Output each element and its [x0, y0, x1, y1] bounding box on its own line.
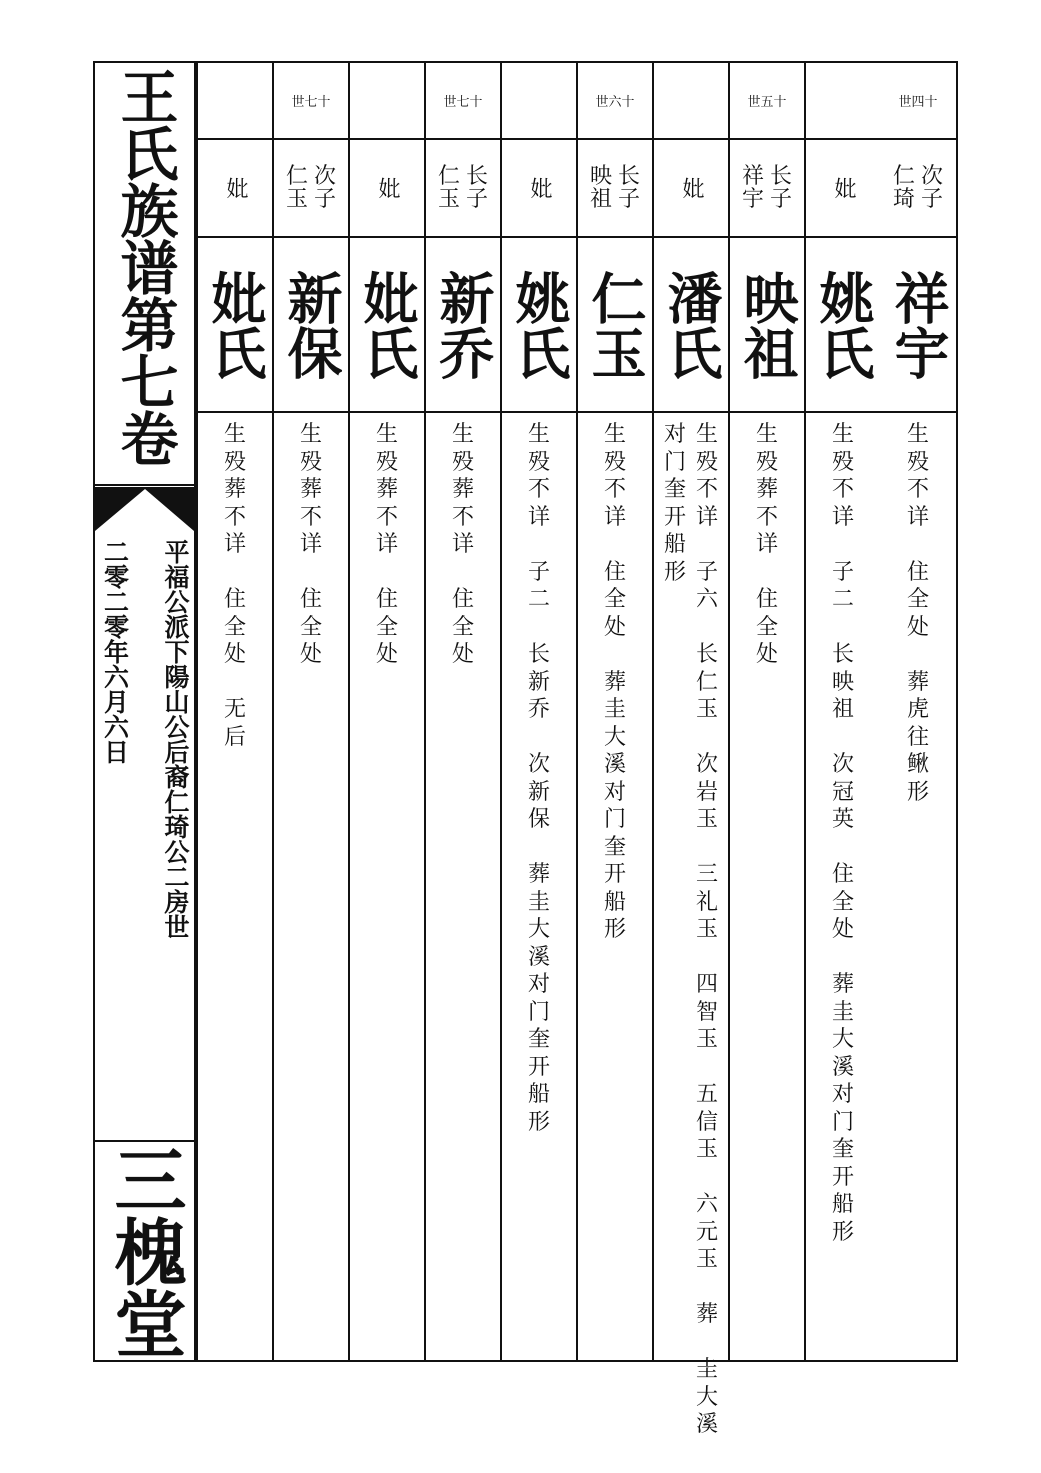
info-cell — [426, 413, 500, 1360]
person-column — [804, 63, 880, 1360]
relation-char-column: 长 子 — [618, 163, 641, 212]
person-name: 姚氏 — [810, 269, 876, 380]
hall-box — [95, 1140, 194, 1360]
person-info: 生 殁 不 详 住 全 处 葬 圭 大 溪 对 门 奎 开 船 形 — [603, 422, 626, 942]
title-box — [95, 63, 194, 486]
person-column — [272, 63, 348, 1360]
relation-char-column: 仁 玉 — [437, 163, 460, 212]
person-name: 潘氏 — [658, 269, 724, 380]
relation-cell — [350, 140, 424, 238]
info-cell — [730, 413, 804, 1360]
name-cell — [880, 238, 956, 413]
person-name: 映祖 — [734, 269, 800, 380]
person-column — [424, 63, 500, 1360]
generation-cell — [274, 63, 348, 140]
relation-label: 妣 — [375, 177, 400, 199]
genealogy-page — [93, 61, 958, 1437]
info-cell — [350, 413, 424, 1360]
person-name: 妣氏 — [202, 269, 268, 380]
fishtail-icon — [95, 487, 194, 531]
info-cell — [502, 413, 576, 1360]
person-name: 姚氏 — [506, 269, 572, 380]
info-text-column: 生 殁 不 详 子 六 长 仁 玉 次 岩 玉 三 礼 玉 四 智 玉 五 信 玉 六 元 玉 葬 圭 大 溪 — [696, 422, 719, 1437]
relation-cell — [198, 140, 272, 238]
name-cell — [806, 238, 880, 413]
generation-label: 世六十 — [595, 95, 635, 110]
person-column — [728, 63, 804, 1360]
relation-label: 妣 — [679, 177, 704, 199]
generation-label: 世四十 — [898, 95, 938, 110]
info-cell — [198, 413, 272, 1360]
relation-label — [742, 165, 792, 211]
subtitle-box — [95, 533, 194, 1143]
relation-label — [893, 165, 943, 211]
person-column — [576, 63, 652, 1360]
generation-label: 世七十 — [443, 95, 483, 110]
person-name: 祥宇 — [885, 269, 951, 380]
person-name: 仁玉 — [582, 269, 648, 380]
info-cell — [274, 413, 348, 1360]
generation-cell — [578, 63, 652, 140]
generation-label: 世五十 — [747, 95, 787, 110]
relation-label — [438, 165, 488, 211]
relation-label — [286, 165, 336, 211]
relation-char-column: 仁 琦 — [892, 163, 915, 212]
relation-cell — [654, 140, 728, 238]
name-cell — [730, 238, 804, 413]
relation-char-column: 映 祖 — [589, 163, 612, 212]
person-name: 新保 — [278, 269, 344, 380]
relation-label — [590, 165, 640, 211]
hall-name: 三槐堂 — [102, 1143, 188, 1359]
generation-cell — [502, 63, 576, 140]
title-strip — [95, 63, 196, 1360]
info-cell — [578, 413, 652, 1360]
relation-char-column: 长 子 — [466, 163, 489, 212]
relation-cell — [578, 140, 652, 238]
branch-text: 平福公派下陽山公后裔仁琦公二房世 — [161, 539, 190, 939]
generation-label: 世七十 — [291, 95, 331, 110]
generation-cell — [806, 63, 880, 140]
name-cell — [274, 238, 348, 413]
info-cell — [654, 413, 728, 1437]
person-column — [348, 63, 424, 1360]
generation-cell — [350, 63, 424, 140]
person-name: 新乔 — [430, 269, 496, 380]
generation-cell — [198, 63, 272, 140]
name-cell — [578, 238, 652, 413]
relation-char-column: 长 子 — [770, 163, 793, 212]
relation-char-column: 祥 宇 — [741, 163, 764, 212]
name-cell — [426, 238, 500, 413]
person-info: 生 殁 不 详 住 全 处 葬 虎 往 鳅 形 — [906, 422, 929, 805]
relation-char-column: 次 子 — [314, 163, 337, 212]
person-info: 生 殁 葬 不 详 住 全 处 无 后 — [223, 422, 246, 750]
person-column — [652, 63, 728, 1437]
info-text-column: 对 门 奎 开 船 形 — [663, 422, 686, 585]
relation-cell — [274, 140, 348, 238]
relation-label: 妣 — [223, 177, 248, 199]
name-cell — [198, 238, 272, 413]
relation-cell — [426, 140, 500, 238]
name-cell — [654, 238, 728, 413]
person-info: 生 殁 葬 不 详 住 全 处 — [375, 422, 398, 667]
relation-cell — [880, 140, 956, 238]
person-info: 生 殁 不 详 子 二 长 新 乔 次 新 保 葬 圭 大 溪 对 门 奎 开 船 形 — [527, 422, 550, 1135]
date-text: 二零二零年六月六日 — [100, 539, 130, 764]
fishtail-mark — [95, 487, 194, 531]
person-column — [880, 63, 956, 1360]
relation-char-column: 仁 玉 — [285, 163, 308, 212]
person-info: 生 殁 不 详 子 二 长 映 祖 次 冠 英 住 全 处 葬 圭 大 溪 对 门 奎 开 船 形 — [831, 422, 854, 1245]
relation-cell — [730, 140, 804, 238]
name-cell — [502, 238, 576, 413]
relation-label: 妣 — [831, 177, 856, 199]
info-cell — [880, 413, 956, 1360]
relation-label: 妣 — [527, 177, 552, 199]
book-title: 王氏族谱第七卷 — [110, 67, 179, 466]
person-info: 生 殁 葬 不 详 住 全 处 — [299, 422, 322, 667]
generation-cell — [654, 63, 728, 140]
name-cell — [350, 238, 424, 413]
generation-cell — [880, 63, 956, 140]
person-info: 生 殁 葬 不 详 住 全 处 — [755, 422, 778, 667]
genealogy-table — [196, 63, 956, 1437]
person-column — [500, 63, 576, 1360]
info-cell — [806, 413, 880, 1360]
person-info: 生 殁 葬 不 详 住 全 处 — [451, 422, 474, 667]
person-column — [196, 63, 272, 1360]
relation-cell — [502, 140, 576, 238]
generation-cell — [730, 63, 804, 140]
generation-cell — [426, 63, 500, 140]
relation-cell — [806, 140, 880, 238]
person-name: 妣氏 — [354, 269, 420, 380]
person-info — [663, 413, 719, 1437]
relation-char-column: 次 子 — [921, 163, 944, 212]
